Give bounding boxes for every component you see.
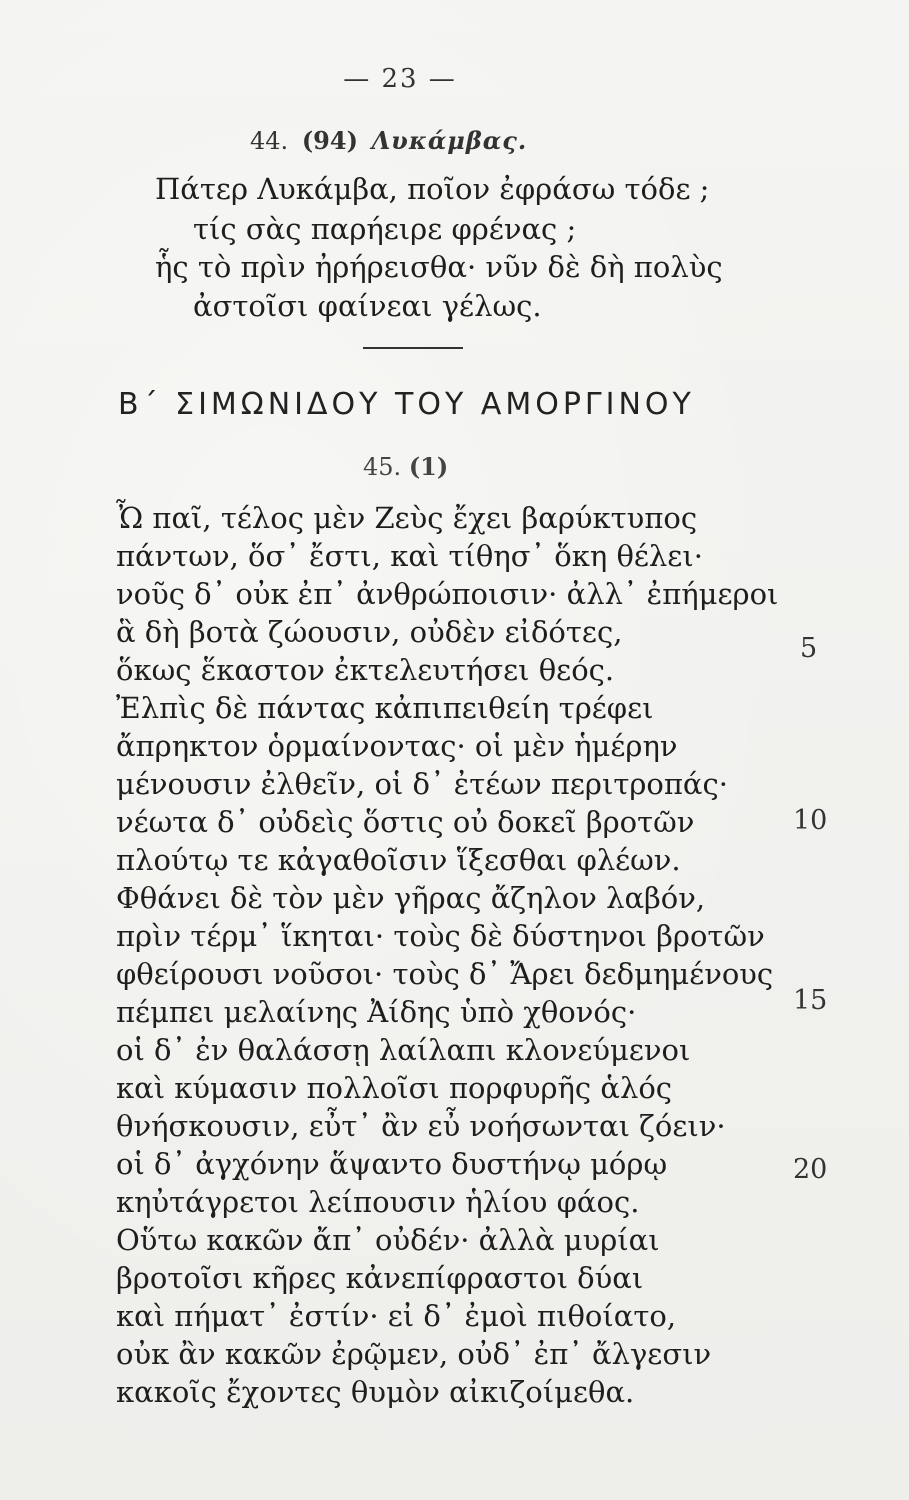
section-divider	[363, 347, 463, 349]
page-number: — 23 —	[343, 64, 457, 94]
section-title: Β΄ ΣΙΜΩΝΙΔΟΥ ΤΟΥ ΑΜΟΡΓΙΝΟΥ	[118, 387, 695, 422]
poem-45-line: πάντων, ὅσ᾽ ἔστι, καὶ τίθησ᾽ ὅκη θέλει·	[116, 539, 703, 573]
poem-45-line: Ἐλπὶς δὲ πάντας κἀπιπειθείη τρέφει	[116, 691, 654, 725]
poem-44-number: 44.	[250, 127, 289, 155]
poem-45-line: Φθάνει δὲ τὸν μὲν γῆρας ἄζηλον λαβόν,	[116, 881, 706, 915]
poem-45-line: πέμπει μελαίνης Ἀίδης ὑπὸ χθονός·	[116, 995, 637, 1029]
poem-45-line: Οὕτω κακῶν ἄπ᾽ οὐδέν· ἀλλὰ μυρίαι	[116, 1223, 660, 1257]
poem-45-line: πρὶν τέρμ᾽ ἵκηται· τοὺς δὲ δύστηνοι βροτῶν	[116, 919, 765, 953]
poem-44-fragment: (94)	[301, 126, 358, 155]
poem-45-line: καὶ κύμασιν πολλοῖσι πορφυρῆς ἁλός	[116, 1071, 673, 1105]
line-number: 20	[793, 1154, 828, 1185]
poem-45-line: φθείρουσι νοῦσοι· τοὺς δ᾽ Ἄρει δεδμημένους	[116, 957, 774, 991]
poem-45-line: οἱ δ᾽ ἀγχόνην ἅψαντο δυστήνῳ μόρῳ	[116, 1147, 668, 1181]
poem-45-line: ἃ δὴ βοτὰ ζώουσιν, οὐδὲν εἰδότες,	[116, 615, 623, 649]
poem-45-line: νέωτα δ᾽ οὐδεὶς ὅστις οὐ δοκεῖ βροτῶν	[116, 805, 695, 839]
poem-45-line: οὐκ ἂν κακῶν ἐρῷμεν, οὐδ᾽ ἐπ᾽ ἄλγεσιν	[116, 1337, 712, 1371]
poem-45-fragment: (1)	[408, 452, 449, 481]
poem-45-line: ἄπρηκτον ὁρμαίνοντας· οἱ μὲν ἡμέρην	[116, 729, 678, 763]
poem-45-line: ὅκως ἕκαστον ἐκτελευτήσει θεός.	[116, 653, 615, 687]
poem-44-line: Πάτερ Λυκάμβα, ποῖον ἐφράσω τόδε ;	[155, 172, 710, 206]
poem-44-heading	[250, 126, 527, 155]
poem-45-line: καὶ πήματ᾽ ἐστίν· εἰ δ᾽ ἐμοὶ πιθοίατο,	[116, 1299, 677, 1333]
poem-44-line: ἧς τὸ πρὶν ἠρήρεισθα· νῦν δὲ δὴ πολὺς	[155, 250, 723, 284]
poem-45-line: κακοῖς ἔχοντες θυμὸν αἰκιζοίμεθα.	[116, 1375, 635, 1409]
poem-45-line: οἱ δ᾽ ἐν θαλάσσῃ λαίλαπι κλονεύμενοι	[116, 1033, 691, 1067]
line-number: 5	[800, 633, 818, 664]
poem-45-number: 45.	[363, 453, 402, 481]
poem-45-line: πλούτῳ τε κἀγαθοῖσιν ἵξεσθαι φλέων.	[116, 843, 681, 877]
poem-44-line: τίς σὰς παρήειρε φρένας ;	[193, 212, 577, 246]
poem-45-line: Ὦ παῖ, τέλος μὲν Ζεὺς ἔχει βαρύκτυπος	[116, 501, 698, 535]
poem-45-line: θνήσκουσιν, εὖτ᾽ ἂν εὖ νοήσωνται ζόειν·	[116, 1109, 726, 1143]
poem-44-author: Λυκάμβας.	[371, 126, 528, 155]
poem-44-line: ἀστοῖσι φαίνεαι γέλως.	[193, 289, 542, 323]
line-number: 15	[793, 985, 828, 1016]
poem-45-line: βροτοῖσι κῆρες κἀνεπίφραστοι δύαι	[116, 1261, 644, 1295]
line-number: 10	[793, 805, 828, 836]
poem-45-line: μένουσιν ἐλθεῖν, οἱ δ᾽ ἐτέων περιτροπάς·	[116, 767, 728, 801]
poem-45-heading	[363, 452, 448, 481]
poem-45-line: νοῦς δ᾽ οὐκ ἐπ᾽ ἀνθρώποισιν· ἀλλ᾽ ἐπήμεροι	[116, 577, 779, 611]
poem-45-line: κηὐτάγρετοι λείπουσιν ἡλίου φάος.	[116, 1185, 640, 1219]
